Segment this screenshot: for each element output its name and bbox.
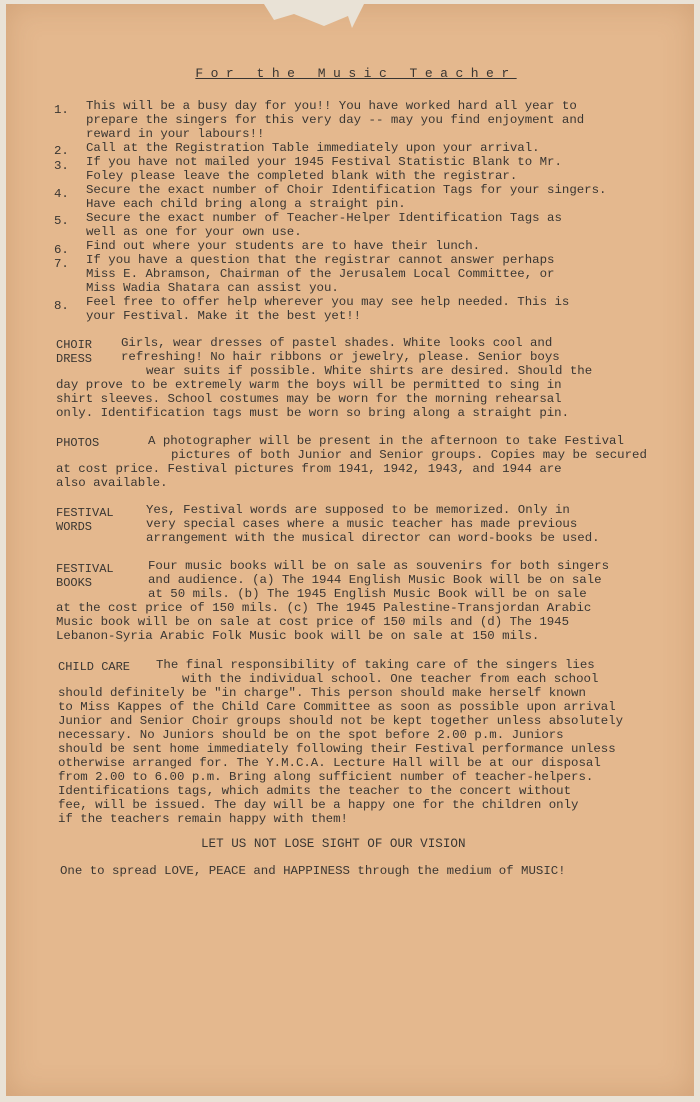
section-line: and audience. (a) The 1944 English Music Book will be on sale: [148, 573, 602, 587]
item-line: well as one for your own use.: [86, 225, 302, 239]
section-line: wear suits if possible. White shirts are desired. Should the: [146, 364, 593, 378]
torn-corner: [264, 4, 364, 44]
section-label: FESTIVAL WORDS: [56, 506, 114, 534]
section-line: should be sent home immediately following their Festival performance unless: [58, 742, 616, 756]
item-number: 8.: [54, 299, 69, 313]
section-line: Four music books will be on sale as souvenirs for both singers: [148, 559, 610, 573]
section-label: PHOTOS: [56, 436, 100, 450]
section-line: A photographer will be present in the afternoon to take Festival: [148, 434, 624, 448]
section-line: Identifications tags, which admits the teacher to the concert without: [58, 784, 572, 798]
item-number: 1.: [54, 103, 69, 117]
item-line: Secure the exact number of Choir Identification Tags for your singers.: [86, 183, 607, 197]
closing-line: One to spread LOVE, PEACE and HAPPINESS through the medium of MUSIC!: [60, 864, 566, 878]
item-number: 4.: [54, 187, 69, 201]
section-line: to Miss Kappes of the Child Care Committee as soon as possible upon arrival: [58, 700, 616, 714]
item-line: reward in your labours!!: [86, 127, 265, 141]
document-page: [6, 4, 694, 1096]
section-line: Junior and Senior Choir groups should not be kept together unless absolutely: [58, 714, 624, 728]
section-line: at 50 mils. (b) The 1945 English Music Book will be on sale: [148, 587, 587, 601]
closing-heading: LET US NOT LOSE SIGHT OF OUR VISION: [201, 837, 466, 851]
item-line: Have each child bring along a straight pin.: [86, 197, 406, 211]
item-line: Miss Wadia Shatara can assist you.: [86, 281, 339, 295]
section-line: also available.: [56, 476, 168, 490]
section-line: should definitely be "in charge". This person should make herself known: [58, 686, 586, 700]
section-line: pictures of both Junior and Senior groups. Copies may be secured: [171, 448, 647, 462]
section-line: at cost price. Festival pictures from 1941, 1942, 1943, and 1944 are: [56, 462, 562, 476]
section-line: otherwise arranged for. The Y.M.C.A. Lecture Hall will be at our disposal: [58, 756, 601, 770]
item-line: Miss E. Abramson, Chairman of the Jerusalem Local Committee, or: [86, 267, 555, 281]
section-line: only. Identification tags must be worn so bring along a straight pin.: [56, 406, 570, 420]
item-line: Find out where your students are to have their lunch.: [86, 239, 481, 253]
section-label: CHOIR DRESS: [56, 338, 93, 366]
item-number: 7.: [54, 257, 69, 271]
item-line: If you have a question that the registrar cannot answer perhaps: [86, 253, 555, 267]
item-number: 2.: [54, 144, 69, 158]
item-line: your Festival. Make it the best yet!!: [86, 309, 362, 323]
section-line: day prove to be extremely warm the boys will be permitted to sing in: [56, 378, 562, 392]
item-line: Feel free to offer help wherever you may see help needed. This is: [86, 295, 570, 309]
section-line: Girls, wear dresses of pastel shades. White looks cool and: [121, 336, 553, 350]
item-number: 5.: [54, 214, 69, 228]
item-line: This will be a busy day for you!! You have worked hard all year to: [86, 99, 577, 113]
section-line: with the individual school. One teacher from each school: [182, 672, 599, 686]
page-title: For the Music Teacher: [195, 66, 517, 81]
section-line: fee, will be issued. The day will be a happy one for the children only: [58, 798, 579, 812]
item-line: If you have not mailed your 1945 Festival Statistic Blank to Mr.: [86, 155, 562, 169]
section-line: very special cases where a music teacher has made previous: [146, 517, 578, 531]
section-line: Yes, Festival words are supposed to be memorized. Only in: [146, 503, 570, 517]
section-line: necessary. No Juniors should be on the spot before 2.00 p.m. Juniors: [58, 728, 564, 742]
item-line: Foley please leave the completed blank with the registrar.: [86, 169, 518, 183]
section-line: shirt sleeves. School costumes may be worn for the morning rehearsal: [56, 392, 562, 406]
item-line: prepare the singers for this very day -- may you find enjoyment and: [86, 113, 585, 127]
section-line: Lebanon-Syria Arabic Folk Music book will be on sale at 150 mils.: [56, 629, 540, 643]
item-number: 3.: [54, 159, 69, 173]
section-line: from 2.00 to 6.00 p.m. Bring along sufficient number of teacher-helpers.: [58, 770, 594, 784]
section-line: if the teachers remain happy with them!: [58, 812, 348, 826]
section-label: FESTIVAL BOOKS: [56, 562, 114, 590]
section-line: Music book will be on sale at cost price of 150 mils and (d) The 1945: [56, 615, 570, 629]
item-line: Call at the Registration Table immediately upon your arrival.: [86, 141, 540, 155]
section-line: The final responsibility of taking care of the singers lies: [156, 658, 595, 672]
item-number: 6.: [54, 243, 69, 257]
section-line: arrangement with the musical director can word-books be used.: [146, 531, 600, 545]
section-line: refreshing! No hair ribbons or jewelry, please. Senior boys: [121, 350, 560, 364]
section-line: at the cost price of 150 mils. (c) The 1945 Palestine-Transjordan Arabic: [56, 601, 592, 615]
section-label: CHILD CARE: [58, 660, 131, 674]
item-line: Secure the exact number of Teacher-Helper Identification Tags as: [86, 211, 562, 225]
